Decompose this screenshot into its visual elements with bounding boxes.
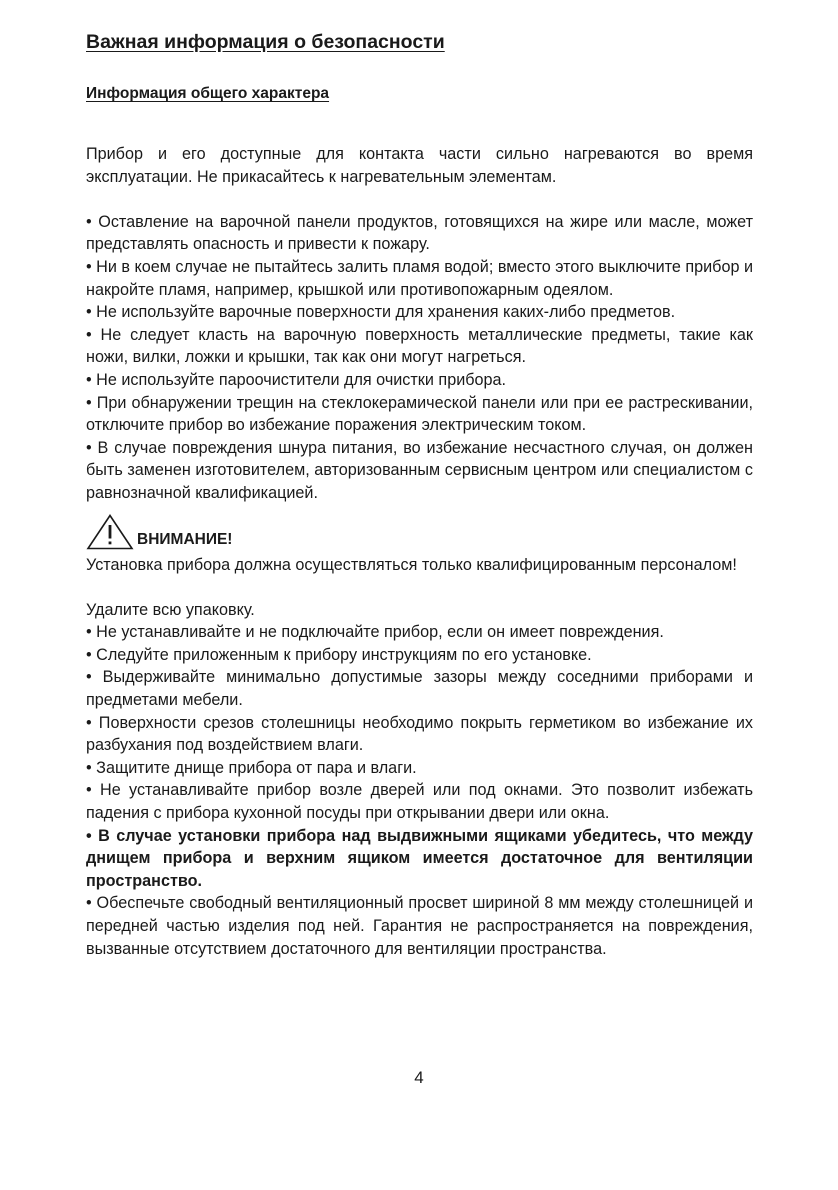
general-safety-list xyxy=(86,211,753,505)
list-item: • Следуйте приложенным к прибору инструкциям по его установке. xyxy=(86,645,592,664)
list-item: • Не устанавливайте и не подключайте прибор, если он имеет повреждения. xyxy=(86,623,664,642)
list-item: • Выдерживайте минимально допустимые зазоры между соседними приборами и предметами мебели. xyxy=(86,668,753,710)
installation-intro: Удалите всю упаковку. xyxy=(86,600,255,619)
list-item: • Не устанавливайте прибор возле дверей или под окнами. Это позволит избежать падения с прибора кухонной посуды при открывании двери или окна. xyxy=(86,781,753,823)
list-item: • Защитите днище прибора от пара и влаги. xyxy=(86,758,417,777)
section-heading-general: Информация общего характера xyxy=(86,85,330,102)
list-item: • При обнаружении трещин на стеклокерамической панели или при ее растрескивании, отключите прибор во избежание поражения электрическим током. xyxy=(86,393,753,435)
warning-header xyxy=(86,513,753,551)
list-item-important: • В случае установки прибора над выдвижными ящиками убедитесь, что между днищем прибора и верхним ящиком имеется достаточное для вентиляции пространство. xyxy=(86,826,753,890)
page-content xyxy=(86,28,753,960)
warning-label: ВНИМАНИЕ! xyxy=(137,530,233,548)
list-item: • Не используйте варочные поверхности для хранения каких-либо предметов. xyxy=(86,303,676,322)
list-item: • В случае повреждения шнура питания, во избежание несчастного случая, он должен быть заменен изготовителем, авторизованным сервисным центром или специалистом с равнозначной квалификацией. xyxy=(86,438,753,502)
page-number: 4 xyxy=(414,1068,424,1087)
list-item: • Поверхности срезов столешницы необходимо покрыть герметиком во избежание их разбухания под воздействием влаги. xyxy=(86,713,753,755)
list-item: • Не следует класть на варочную поверхность металлические предметы, такие как ножи, вилки, ложки и крышки, так как они могут нагреться. xyxy=(86,325,753,367)
page-title: Важная информация о безопасности xyxy=(86,31,445,53)
list-item: • Не используйте пароочистители для очистки прибора. xyxy=(86,370,507,389)
list-item: • Ни в коем случае не пытайтесь залить пламя водой; вместо этого выключите прибор и накройте пламя, например, крышкой или противопожарным одеялом. xyxy=(86,257,753,299)
list-item: • Оставление на варочной панели продуктов, готовящихся на жире или масле, может представлять опасность и привести к пожару. xyxy=(86,212,753,254)
warning-icon xyxy=(86,513,134,551)
intro-paragraph: Прибор и его доступные для контакта части сильно нагреваются во время эксплуатации. Не прикасайтесь к нагревательным элементам. xyxy=(86,145,753,186)
list-item: • Обеспечьте свободный вентиляционный просвет шириной 8 мм между столешницей и передней частью изделия под ней. Гарантия не распространяется на повреждения, вызванные отсутствием достаточного для вентиляции пространства. xyxy=(86,894,753,958)
installation-list xyxy=(86,599,753,961)
warning-text: Установка прибора должна осуществляться только квалифицированным персоналом! xyxy=(86,555,737,574)
